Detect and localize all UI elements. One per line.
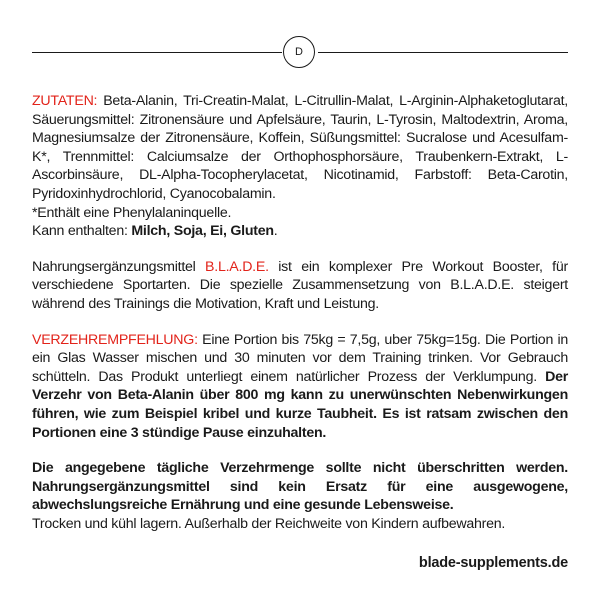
ingredients-label: ZUTATEN: bbox=[32, 93, 98, 109]
ingredients-paragraph bbox=[32, 92, 568, 204]
may-contain-label: Kann enthalten: bbox=[32, 223, 132, 240]
language-badge-letter: D bbox=[295, 46, 303, 58]
description-paragraph bbox=[32, 258, 568, 314]
website-url: blade-supplements.de bbox=[418, 555, 568, 571]
notice-warning: Die angegebene tägliche Verzehrmenge sollte nicht überschritten werden. Nahrungsergänzungsmittel sind kein Ersatz für eine ausgewogene, abwechslungsreiche Ernährung und eine gesunde Lebensweise. bbox=[32, 460, 568, 514]
dosage-warning: Der Verzehr von Beta-Alanin über 800 mg kann zu unerwünschten Nebenwirkungen führen, wie zum Beispiel kribel und kurze Taubheit. Es ist ratsam zwischen den Portionen eine 3 stündige Pause einzuhalten. bbox=[32, 368, 568, 441]
ingredients-text: Beta-Alanin, Tri-Creatin-Malat, L-Citrullin-Malat, L-Arginin-Alphaketoglutarat, Säuerungsmittel: Zitronensäure und Apfelsäure, Taurin, L-Tyrosin, Maltodextrin, Aroma, Magnesiumsalze der Zitronensäure, Koffein, Süßungsmittel: Sucralose und Acesulfam-K*, Trennmittel: Calciumsalze der Orthophosphorsäure, Traubenkern-Extrakt, L-Ascorbinsäure, DL-Alpha-Tocopherylacetat, Nicotinamid, Farbstoff: Beta-Carotin, Pyridoxinhydrochlorid, Cyanocobalamin. bbox=[32, 93, 568, 202]
ingredients-section bbox=[32, 92, 568, 241]
header-rule-left bbox=[32, 52, 282, 53]
description-text: ist ein komplexer Pre Workout Booster, für verschiedene Sportarten. Die spezielle Zusammensetzung von B.L.A.D.E. steigert während des Trainings die Motivation, Kraft und Leistung. bbox=[32, 258, 568, 312]
notice-section bbox=[32, 459, 568, 533]
dosage-paragraph bbox=[32, 331, 568, 443]
dosage-label: VERZEHREMPFEHLUNG: bbox=[32, 331, 198, 348]
dosage-section bbox=[32, 331, 568, 443]
may-contain-allergens: Milch, Soja, Ei, Gluten bbox=[131, 223, 274, 240]
label-content bbox=[32, 92, 568, 533]
storage-instructions: Trocken und kühl lagern. Außerhalb der Reichweite von Kindern aufbewahren. bbox=[32, 515, 506, 532]
language-badge bbox=[283, 36, 315, 68]
may-contain-line bbox=[32, 222, 568, 241]
description-prefix: Nahrungsergänzungsmittel bbox=[32, 258, 206, 275]
dosage-text: Eine Portion bis 75kg = 7,5g, uber 75kg=15g. Die Portion in ein Glas Wasser mischen und 30 minuten vor dem Training trinken. Vor Gebrauch schütteln. Das Produkt unterliegt einem natürlicher Prozess der Verklumpung. bbox=[32, 331, 568, 385]
brand-name: B.L.A.D.E. bbox=[205, 258, 269, 275]
ingredients-footnote: *Enthält eine Phenylalaninquelle. bbox=[32, 204, 232, 221]
header-rule-right bbox=[318, 52, 568, 53]
description-section bbox=[32, 258, 568, 314]
page-header bbox=[32, 36, 568, 70]
may-contain-end: . bbox=[273, 223, 278, 240]
